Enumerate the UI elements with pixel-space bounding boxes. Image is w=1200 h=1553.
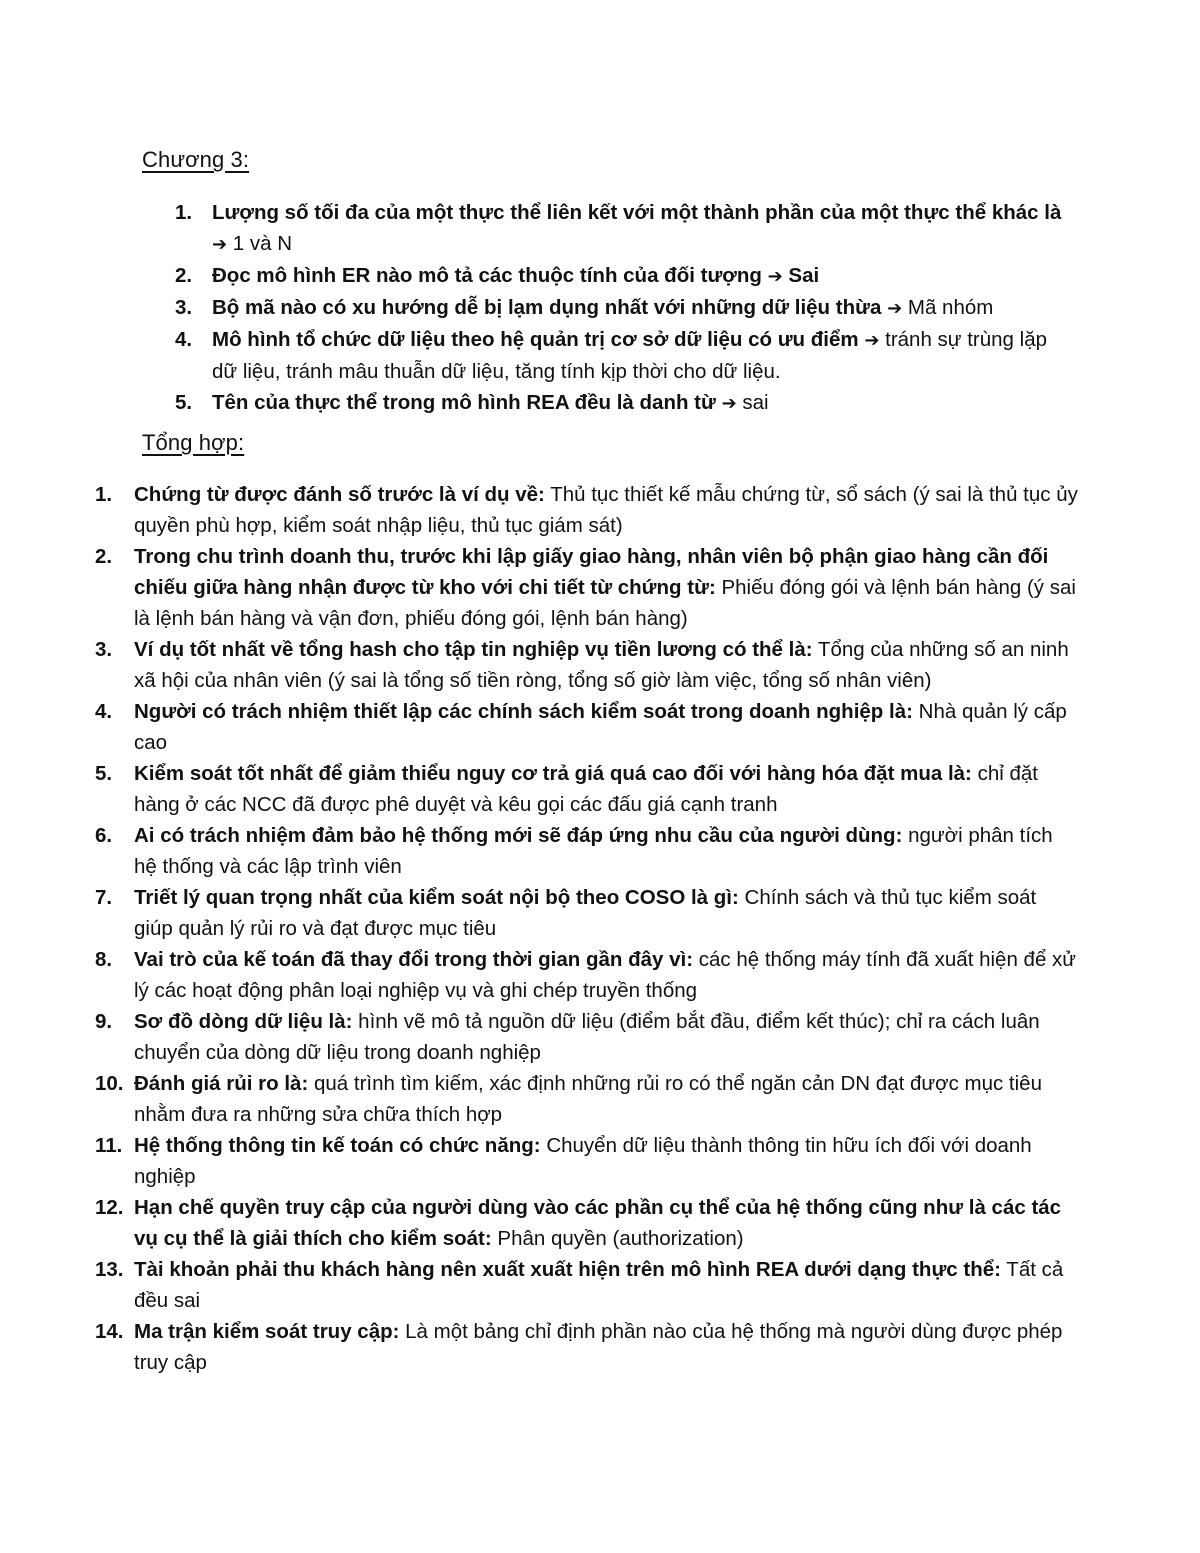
question-text: Đánh giá rủi ro là: (134, 1072, 309, 1095)
item-number: 4. (95, 700, 113, 723)
item-number: 12. (95, 1196, 124, 1219)
list-item (95, 1254, 1080, 1316)
list-item (170, 197, 1070, 260)
question-text: Ma trận kiểm soát truy cập: (134, 1320, 400, 1343)
answer-text: chỉ đặt hàng ở các NCC đã được phê duyệt và kêu gọi các đấu giá cạnh tranh (134, 762, 1038, 816)
answer-text: Phiếu đóng gói và lệnh bán hàng (ý sai là lệnh bán hàng và vận đơn, phiếu đóng gói, lệnh bán hàng) (134, 576, 1076, 630)
answer-text: 1 và N (232, 232, 293, 255)
item-number: 2. (95, 545, 113, 568)
item-number: 7. (95, 886, 113, 909)
list-item (95, 1192, 1080, 1254)
item-number: 10. (95, 1072, 124, 1095)
item-number: 14. (95, 1320, 124, 1343)
list-item (95, 1130, 1080, 1192)
right-arrow-icon: ➔ (721, 393, 737, 414)
item-number: 5. (175, 391, 193, 414)
item-number: 5. (95, 762, 113, 785)
list-item (95, 1068, 1080, 1130)
answer-text: Sai (788, 264, 820, 287)
question-text: Kiểm soát tốt nhất để giảm thiểu nguy cơ trả giá quá cao đối với hàng hóa đặt mua là: (134, 762, 972, 785)
item-number: 3. (95, 638, 113, 661)
answer-text: quá trình tìm kiếm, xác định những rủi ro có thể ngăn cản DN đạt được mục tiêu nhằm đưa ra những sửa chữa thích hợp (134, 1072, 1042, 1126)
answer-text: Tổng của những số an ninh xã hội của nhân viên (ý sai là tổng số tiền ròng, tổng số giờ làm việc, tổng số nhân viên) (134, 638, 1069, 692)
question-text: Sơ đồ dòng dữ liệu là: (134, 1010, 353, 1033)
list-item (95, 1006, 1080, 1068)
right-arrow-icon: ➔ (864, 330, 880, 351)
question-text: Ví dụ tốt nhất về tổng hash cho tập tin nghiệp vụ tiền lương có thể là: (134, 638, 813, 661)
answer-text: Thủ tục thiết kế mẫu chứng từ, sổ sách (ý sai là thủ tục ủy quyền phù hợp, kiểm soát nhập liệu, thủ tục giám sát) (134, 483, 1078, 537)
answer-text: người phân tích hệ thống và các lập trình viên (134, 824, 1053, 878)
question-text: Chứng từ được đánh số trước là ví dụ về: (134, 483, 545, 506)
list-item (95, 882, 1080, 944)
question-text: Hệ thống thông tin kế toán có chức năng: (134, 1134, 541, 1157)
list-item (95, 541, 1080, 634)
answer-text: hình vẽ mô tả nguồn dữ liệu (điểm bắt đầu, điểm kết thúc); chỉ ra cách luân chuyển của dòng dữ liệu trong doanh nghiệp (134, 1010, 1040, 1064)
answer-text: Là một bảng chỉ định phần nào của hệ thống mà người dùng được phép truy cập (134, 1320, 1063, 1374)
list-item (170, 387, 1070, 419)
answer-text: Chính sách và thủ tục kiểm soát giúp quản lý rủi ro và đạt được mục tiêu (134, 886, 1037, 940)
answer-text: Tất cả đều sai (134, 1258, 1064, 1312)
item-number: 8. (95, 948, 113, 971)
list-item (95, 1316, 1080, 1378)
item-number: 11. (95, 1134, 123, 1157)
question-text: Vai trò của kế toán đã thay đổi trong thời gian gần đây vì: (134, 948, 694, 971)
answer-text: Chuyển dữ liệu thành thông tin hữu ích đối với doanh nghiệp (134, 1134, 1032, 1188)
list-item (170, 292, 1070, 324)
list-item (95, 634, 1080, 696)
item-number: 9. (95, 1010, 113, 1033)
item-number: 1. (95, 483, 113, 506)
question-text: Hạn chế quyền truy cập của người dùng vào các phần cụ thể của hệ thống cũng như là các tác vụ cụ thể là giải thích cho kiểm soát: (134, 1196, 1062, 1250)
list-item (95, 820, 1080, 882)
item-number: 6. (95, 824, 113, 847)
answer-text: sai (742, 391, 769, 414)
list-item (170, 260, 1070, 292)
list-item (95, 696, 1080, 758)
question-text: Người có trách nhiệm thiết lập các chính sách kiểm soát trong doanh nghiệp là: (134, 700, 913, 723)
answer-text: Nhà quản lý cấp cao (134, 700, 1067, 754)
list-item (170, 324, 1070, 387)
right-arrow-icon: ➔ (212, 234, 228, 255)
summary-heading: Tổng hợp: (142, 430, 245, 455)
summary-list (95, 479, 1080, 1378)
question-text: Lượng số tối đa của một thực thể liên kết với một thành phần của một thực thể khác là (212, 201, 1062, 224)
list-item (95, 479, 1080, 541)
question-text: Triết lý quan trọng nhất của kiểm soát nội bộ theo COSO là gì: (134, 886, 739, 909)
question-text: Tài khoản phải thu khách hàng nên xuất xuất hiện trên mô hình REA dưới dạng thực thể: (134, 1258, 1001, 1281)
right-arrow-icon: ➔ (767, 266, 783, 287)
answer-text: tránh sự trùng lặp dữ liệu, tránh mâu thuẫn dữ liệu, tăng tính kịp thời cho dữ liệu. (212, 328, 1047, 383)
question-text: Ai có trách nhiệm đảm bảo hệ thống mới sẽ đáp ứng nhu cầu của người dùng: (134, 824, 903, 847)
answer-text: Phân quyền (authorization) (497, 1227, 744, 1250)
item-number: 3. (175, 296, 193, 319)
item-number: 2. (175, 264, 193, 287)
question-text: Bộ mã nào có xu hướng dễ bị lạm dụng nhất với những dữ liệu thừa (212, 296, 882, 319)
item-number: 1. (175, 201, 193, 224)
right-arrow-icon: ➔ (887, 298, 903, 319)
answer-text: các hệ thống máy tính đã xuất hiện để xử lý các hoạt động phân loại nghiệp vụ và ghi chép truyền thống (134, 948, 1077, 1002)
item-number: 13. (95, 1258, 124, 1281)
list-item (95, 758, 1080, 820)
list-item (95, 944, 1080, 1006)
question-text: Mô hình tổ chức dữ liệu theo hệ quản trị cơ sở dữ liệu có ưu điểm (212, 328, 859, 351)
question-text: Tên của thực thể trong mô hình REA đều là danh từ (212, 391, 716, 414)
question-text: Trong chu trình doanh thu, trước khi lập giấy giao hàng, nhân viên bộ phận giao hàng cần đối chiếu giữa hàng nhận được từ kho với chi tiết từ chứng từ: (134, 545, 1049, 599)
chapter-3-list (170, 197, 1070, 419)
item-number: 4. (175, 328, 193, 351)
question-text: Đọc mô hình ER nào mô tả các thuộc tính của đối tượng (212, 264, 762, 287)
chapter-3-heading: Chương 3: (142, 147, 250, 172)
answer-text: Mã nhóm (907, 296, 994, 319)
